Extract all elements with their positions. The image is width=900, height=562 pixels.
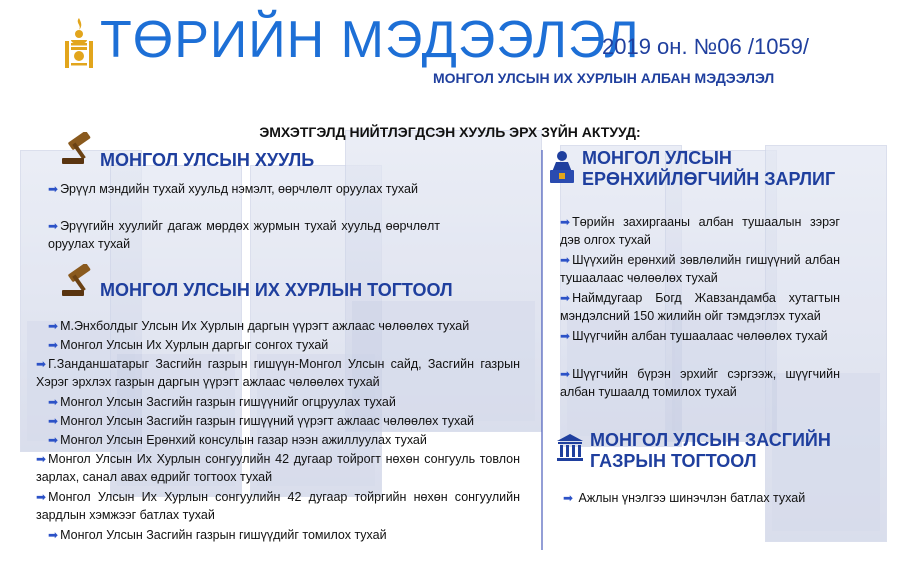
- arrow-icon: ➡: [560, 367, 571, 381]
- list-item: ➡ Эрүүл мэндийн тухай хуульд нэмэлт, өөрчлөлт оруулах тухай: [48, 182, 418, 196]
- arrow-icon: ➡: [36, 357, 47, 371]
- decree-title-line1: МОНГОЛ УЛСЫН: [582, 148, 732, 168]
- list-item: ➡ Монгол Улсын Засгийн газрын гишүүний үүрэгт ажлаас чөлөөлөх тухай: [48, 414, 475, 428]
- decree-title-line2: ЕРӨНХИЙЛӨГЧИЙН ЗАРЛИГ: [582, 169, 836, 189]
- list-item: ➡ Монгол Улсын Их Хурлын даргыг сонгох тухай: [48, 338, 329, 352]
- arrow-icon: ➡: [48, 219, 59, 233]
- gavel-icon: [60, 264, 96, 298]
- gavel-icon: [60, 132, 96, 166]
- page-subtitle: МОНГОЛ УЛСЫН ИХ ХУРЛЫН АЛБАН МЭДЭЭЛЭЛ: [433, 70, 775, 86]
- arrow-icon: ➡: [48, 528, 59, 542]
- acts-heading: ЭМХЭТГЭЛД НИЙТЛЭГДСЭН ХУУЛЬ ЭРХ ЗҮЙН АКТУУД:: [259, 124, 641, 140]
- arrow-icon: ➡: [48, 319, 59, 333]
- issue-number: 2019 он. №06 /1059/: [602, 34, 810, 59]
- arrow-icon: ➡: [560, 291, 571, 305]
- arrow-icon: ➡: [560, 329, 571, 343]
- arrow-icon: ➡: [560, 253, 571, 267]
- arrow-icon: ➡: [560, 215, 571, 229]
- arrow-icon: ➡: [563, 491, 574, 505]
- decree-section-title: [582, 148, 835, 190]
- law-section-title: МОНГОЛ УЛСЫН ХУУЛЬ: [100, 150, 315, 170]
- list-item: ➡ Наймдугаар Богд Жавзандамба хутагтын мэндэлсний 150 жилийн ойг тэмдэглэх тухай: [560, 291, 840, 323]
- government-building-icon: [555, 432, 585, 462]
- list-item: ➡ Шүүхийн ерөнхий зөвлөлийн гишүүний албан тушаалаас чөлөөлөх тухай: [560, 253, 840, 285]
- arrow-icon: ➡: [48, 414, 59, 428]
- list-item: ➡ Шүүгчийн албан тушаалаас чөлөөлөх тухай: [560, 329, 828, 343]
- government-title-line1: МОНГОЛ УЛСЫН ЗАСГИЙН: [590, 430, 831, 450]
- list-item: ➡ Г.Занданшатарыг Засгийн газрын гишүүн-Монгол Улсын сайд, Засгийн газрын Хэрэг эрхлэх газрын даргын үүрэгт ажлаас чөлөөлөх тухай: [36, 357, 520, 389]
- arrow-icon: ➡: [36, 490, 47, 504]
- list-item: ➡ Монгол Улсын Ерөнхий консулын газар нээн ажиллуулах тухай: [48, 433, 427, 447]
- president-podium-icon: [546, 150, 578, 184]
- government-section-title: [590, 430, 831, 472]
- arrow-icon: ➡: [48, 395, 59, 409]
- page-title: ТӨРИЙН МЭДЭЭЛЭЛ: [100, 11, 640, 69]
- arrow-icon: ➡: [48, 182, 59, 196]
- list-item: ➡ Монгол Улсын Их Хурлын сонгуулийн 42 дугаар тойргийн нөхөн сонгуулийн зардлын хэмжээг батлах тухай: [36, 490, 520, 522]
- government-title-line2: ГАЗРЫН ТОГТООЛ: [590, 451, 757, 471]
- list-item: ➡ Монгол Улсын Их Хурлын сонгуулийн 42 дугаар тойрогт нөхөн сонгууль товлон зарлах, санал авах өдрийг тогтоох тухай: [36, 452, 520, 484]
- list-item: ➡ Шүүгчийн бүрэн эрхийг сэргээж, шүүгчийн албан тушаалд томилох тухай: [560, 367, 840, 399]
- soyombo-emblem-icon: [62, 16, 96, 70]
- column-divider: [541, 150, 543, 550]
- arrow-icon: ➡: [36, 452, 47, 466]
- list-item: ➡ Төрийн захиргааны албан тушаалын зэрэг дэв олгох тухай: [560, 215, 840, 247]
- arrow-icon: ➡: [48, 338, 59, 352]
- list-item: ➡ Ажлын үнэлгээ шинэчлэн батлах тухай: [563, 491, 806, 505]
- arrow-icon: ➡: [48, 433, 59, 447]
- resolution-section-title: МОНГОЛ УЛСЫН ИХ ХУРЛЫН ТОГТООЛ: [100, 280, 453, 300]
- list-item: ➡ Эрүүгийн хуулийг дагаж мөрдөх журмын тухай хуульд өөрчлөлт оруулах тухай: [48, 219, 440, 251]
- list-item: ➡ М.Энхболдыг Улсын Их Хурлын даргын үүрэгт ажлаас чөлөөлөх тухай: [48, 319, 470, 333]
- list-item: ➡ Монгол Улсын Засгийн газрын гишүүдийг томилох тухай: [48, 528, 387, 542]
- list-item: ➡ Монгол Улсын Засгийн газрын гишүүнийг огцруулах тухай: [48, 395, 396, 409]
